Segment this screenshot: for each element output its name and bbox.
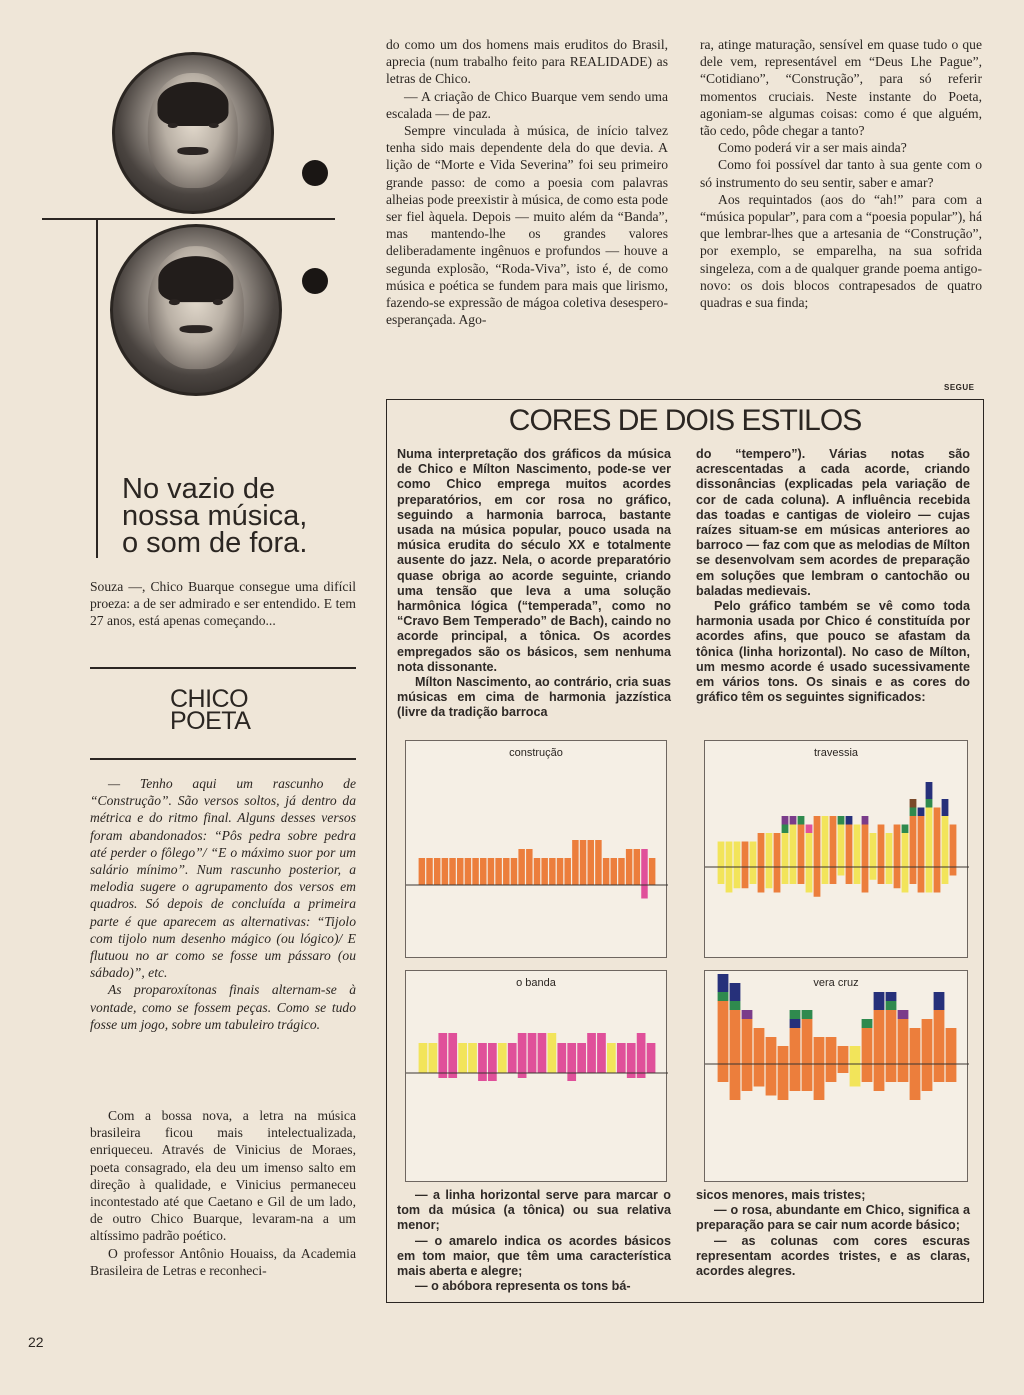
chart-bar-segment xyxy=(942,799,949,816)
chart-bar-segment xyxy=(730,1001,741,1010)
section-rule-bottom xyxy=(90,758,356,760)
chart-bar-segment xyxy=(830,816,837,867)
chart-bar-segment xyxy=(730,983,741,1001)
chart-bar-below xyxy=(830,867,837,884)
chart-bar-below xyxy=(438,1073,447,1078)
box-paragraph: Mílton Nascimento, ao contrário, cria suas músicas em cima de harmonia jazzística (livre da tradição barroca xyxy=(397,675,671,720)
chart-bar-segment xyxy=(495,858,501,885)
chart-bar-segment xyxy=(528,1033,537,1073)
chart-bar-segment xyxy=(538,1033,547,1073)
italic-paragraph: As proparoxítonas finais alternam-se à vontade, como se fossem peças. Como se tudo fosse um jogo, sobre um tabuleiro trágico. xyxy=(90,982,356,1032)
chart-bar-below xyxy=(754,1064,765,1087)
tagline-line: o som de fora. xyxy=(122,527,308,559)
chart-bar-below xyxy=(898,1064,909,1082)
face xyxy=(148,73,238,188)
chart-bar-segment xyxy=(918,816,925,867)
portrait-top xyxy=(112,52,274,214)
legend-item: — a linha horizontal serve para marcar o tom da música (a tônica) ou sua relativa menor; xyxy=(397,1188,671,1233)
chart-bar-below xyxy=(730,1064,741,1100)
chart-bar-below xyxy=(934,867,941,893)
box-title: CORES DE DOIS ESTILOS xyxy=(508,404,862,437)
chart-bar-segment xyxy=(886,1010,897,1064)
chart-bar-segment xyxy=(918,808,925,817)
chart-bar-below xyxy=(870,867,877,880)
chart-bar-segment xyxy=(465,858,471,885)
chart-bar-below xyxy=(942,867,949,884)
decorative-dot xyxy=(302,268,328,294)
chart-bar-segment xyxy=(580,840,586,885)
chart-bar-segment xyxy=(886,992,897,1001)
chart-title: travessia xyxy=(813,747,859,759)
chart-bar-below xyxy=(838,1064,849,1073)
column-paragraph: Como foi possível dar tanto à sua gente com o só instrumento do seu sentir, saber e amar? xyxy=(700,157,982,190)
chart-bar-segment xyxy=(564,858,570,885)
chart-bar-below xyxy=(766,1064,777,1096)
section-title xyxy=(170,685,251,735)
body-paragraph: O professor Antônio Houaiss, da Academia Brasileira de Letras e reconheci- xyxy=(90,1245,356,1278)
chart-bar-segment xyxy=(718,1001,729,1064)
chart-title: vera cruz xyxy=(813,977,859,989)
chart-bar-segment xyxy=(850,1046,861,1064)
chart-bar-segment xyxy=(526,849,532,885)
chart-bar-segment xyxy=(870,833,877,867)
chart-bar-segment xyxy=(419,1043,428,1073)
chart-bar-segment xyxy=(910,816,917,867)
chart-bar-segment xyxy=(790,1010,801,1019)
chart-bar-below xyxy=(782,867,789,884)
chart-bar-segment xyxy=(634,849,640,885)
chart-bar-segment xyxy=(766,1037,777,1064)
chart-bar-segment xyxy=(766,833,773,867)
chart-bar-segment xyxy=(618,858,624,885)
chart-bar-segment xyxy=(782,825,789,834)
chart-bar-segment xyxy=(434,858,440,885)
chart-bar-below xyxy=(790,1064,801,1091)
column-paragraph: Como poderá vir a ser mais ainda? xyxy=(718,140,907,156)
body-paragraph: Com a bossa nova, a letra na música brasileira ficou mais intelectualizada, enriqueceu. Através de Vinicius de Moraes, poeta consagrado, ela deu um imenso salto em direção à qualidade, e Vinicius permaneceu incontestado até que Caetano e Gil de um lado, de outro Chico Buarque, levaram-na a um altíssimo padrão poético. xyxy=(90,1108,356,1244)
chart-bar-segment xyxy=(478,1043,487,1073)
chart-bar-below xyxy=(567,1073,576,1081)
chart-bar-segment xyxy=(910,808,917,817)
section-title-line: CHICO xyxy=(170,685,249,713)
chart-bar-segment xyxy=(790,1019,801,1028)
section-rule-top xyxy=(90,667,356,669)
chart-bar-segment xyxy=(426,858,432,885)
chart-bar-segment xyxy=(802,1010,813,1019)
chart-bar-segment xyxy=(548,1033,557,1073)
chart-bar-segment xyxy=(782,816,789,825)
chart-bar-segment xyxy=(750,842,757,868)
chart-svg xyxy=(406,741,668,959)
chart-bar-segment xyxy=(488,1043,497,1073)
chart-title: construção xyxy=(509,747,563,759)
chart-bar-below xyxy=(774,867,781,893)
chart-bar-segment xyxy=(508,1043,517,1073)
chart-bar-segment xyxy=(438,1033,447,1073)
chart-bar-segment xyxy=(518,1033,527,1073)
chart-bar-segment xyxy=(607,1043,616,1073)
chart-bar-below xyxy=(814,867,821,897)
chart-bar-segment xyxy=(742,1010,753,1019)
chart-bar-segment xyxy=(549,858,555,885)
column-paragraph: Sempre vinculada à música, de início talvez tenha sido mais dependente dela do que devia. A lição de “Morte e Vida Severina” foi seu primeiro grande passo: de como a poesia com palavras alheias pode preexistir à música, de como esta pode ser fiel àquela. Depois — muito além da “Banda”, mas mantendo-lhe os grandes valores deliberadamente ingênuos e profundos — houve a segunda explosão, “Roda-Viva”, isto é, de como música e poética se fundem para mais que lirismo, fazendo-se expressão de mágoa coletiva desespero-esperançada. Ago- xyxy=(386,123,668,328)
legend-item: sicos menores, mais tristes; xyxy=(696,1188,866,1202)
chart-bar-below xyxy=(878,867,885,884)
chart-bar-segment xyxy=(458,1043,467,1073)
chart-bar-segment xyxy=(557,1043,566,1073)
chart-bar-segment xyxy=(894,825,901,868)
chart-bar-below xyxy=(926,867,933,893)
legend-left xyxy=(397,1188,671,1294)
chart-title: o banda xyxy=(516,977,556,989)
chart-bar-below xyxy=(910,867,917,884)
legend-item: — o abóbora representa os tons bá- xyxy=(415,1279,631,1294)
chart-travessia xyxy=(704,740,968,958)
chart-bar-segment xyxy=(419,858,425,885)
chart-bar-segment xyxy=(910,1028,921,1064)
column-paragraph: ra, atinge maturação, sensível em quase tudo o que dele vem, representável em “Deus Lhe Pague”, “Cotidiano”, “Construção”, para só referir momentos cruciais. Neste instante do Poeta, agoniam-se algumas coisas: como é que alguém, tão cedo, pôde chegar a tanto? xyxy=(700,37,982,139)
chart-bar-below xyxy=(934,1064,945,1082)
chart-bar-below xyxy=(750,867,757,884)
chart-bar-segment xyxy=(878,825,885,868)
chart-bar-segment xyxy=(534,858,540,885)
chart-bar-segment xyxy=(942,816,949,867)
chart-bar-segment xyxy=(838,816,845,825)
column-paragraph: Aos requintados (aos do “ah!” para com a “música popular”, para com a “poesia popular”), há que lembrar-lhes que a artesania de “Construção”, por exemplo, se emparelha, na sua sofrida singeleza, com a de qualquer grande poema antigo-novo: os dois blocos contrapesados de quatro quadras e sua finda; xyxy=(700,191,982,311)
chart-bar-segment xyxy=(498,1043,507,1073)
chart-bar-segment xyxy=(577,1043,586,1073)
tagline xyxy=(122,473,352,559)
chart-bar-segment xyxy=(814,816,821,867)
chart-bar-segment xyxy=(597,1033,606,1073)
chart-bar-segment xyxy=(778,1046,789,1064)
chart-bar-below xyxy=(734,867,741,888)
box-column-left xyxy=(397,447,671,721)
chart-bar-segment xyxy=(758,833,765,867)
chart-bar-below xyxy=(718,1064,729,1082)
box-paragraph: Pelo gráfico também se vê como toda harmonia usada por Chico é constituída por acordes afins, que pouco se afastam da tônica (linha horizontal). No caso de Mílton, um mesmo acorde é usado sucessivamente em vários tons. Os sinais e as cores do gráfico têm os seguintes significados: xyxy=(696,599,970,705)
chart-bar-segment xyxy=(557,858,563,885)
chart-bar-segment xyxy=(886,833,893,867)
chart-bar-segment xyxy=(588,840,594,885)
chart-bar-below xyxy=(790,867,797,884)
chart-bar-segment xyxy=(468,1043,477,1073)
face xyxy=(148,246,244,369)
chart-bar-segment xyxy=(641,849,647,885)
chart-bar-below xyxy=(874,1064,885,1091)
chart-bar-segment xyxy=(730,1010,741,1064)
box-paragraph: Numa interpretação dos gráficos da música de Chico e Mílton Nascimento, pode-se ver como Chico emprega muitos acordes preparatórios, em cor rosa no gráfico, seguindo a harmonia barroca, bastante usada na música popular, pouco usada na música erudita do século XX e totalmente ausente do jazz. Nela, o acorde preparatório quase obriga ao acorde seguinte, criando uma tensão que leva a uma solução harmônica lógica (“temperada”, como no “Cravo Bem Temperado” de Bach), caindo no acorde principal, a tônica. Os acordes empregados são os básicos, sem nenhuma nota dissonante. xyxy=(397,447,671,674)
decorative-dot xyxy=(302,160,328,186)
page-number: 22 xyxy=(28,1334,44,1350)
chart-bar-segment xyxy=(806,825,813,834)
chart-bar-below xyxy=(862,867,869,893)
chart-bar-below xyxy=(902,867,909,893)
chart-bar-segment xyxy=(898,1010,909,1019)
legend-item: — o rosa, abundante em Chico, significa a preparação para se cair num acorde básico; xyxy=(696,1203,970,1233)
chart-bar-below xyxy=(850,1064,861,1087)
chart-o-banda xyxy=(405,970,667,1182)
chart-bar-below xyxy=(826,1064,837,1082)
chart-bar-segment xyxy=(718,842,725,868)
chart-bar-segment xyxy=(448,1033,457,1073)
chart-bar-segment xyxy=(814,1037,825,1064)
chart-bar-below xyxy=(758,867,765,893)
chart-bar-below xyxy=(478,1073,487,1081)
chart-bar-segment xyxy=(611,858,617,885)
chart-bar-segment xyxy=(472,858,478,885)
chart-bar-below xyxy=(886,867,893,884)
chart-bar-segment xyxy=(503,858,509,885)
chart-bar-below xyxy=(946,1064,957,1082)
column-right xyxy=(700,36,982,311)
chart-svg xyxy=(705,971,969,1183)
chart-bar-segment xyxy=(902,833,909,867)
chart-bar-segment xyxy=(846,825,853,868)
chart-bar-segment xyxy=(567,1043,576,1073)
chart-vera-cruz xyxy=(704,970,968,1182)
chart-bar-segment xyxy=(926,799,933,808)
chart-bar-below xyxy=(726,867,733,893)
chart-bar-below xyxy=(862,1064,873,1082)
chart-bar-below xyxy=(637,1073,646,1078)
chart-bar-segment xyxy=(541,858,547,885)
chart-bar-below xyxy=(886,1064,897,1082)
chart-bar-segment xyxy=(862,825,869,868)
chart-bar-segment xyxy=(718,992,729,1001)
chart-bar-below xyxy=(518,1073,527,1078)
chart-bar-below xyxy=(822,867,829,884)
chart-bar-segment xyxy=(934,808,941,868)
chart-bar-segment xyxy=(637,1033,646,1073)
chart-bar-below xyxy=(778,1064,789,1100)
chart-bar-segment xyxy=(902,825,909,834)
chart-bar-below xyxy=(802,1064,813,1091)
chart-bar-segment xyxy=(774,833,781,867)
chart-bar-segment xyxy=(457,858,463,885)
chart-svg xyxy=(705,741,969,959)
italic-paragraph: — Tenho aqui um rascunho de “Construção”. São versos soltos, já dentro da métrica e do ritmo final. Alguns desses versos foram abandonados: “Pôs pedra sobre pedra até perder o fôlego”/ “E o máximo suor por um salário mínimo”. Num rascunho posterior, a melodia sugere o agrupamento dos versos em quadros. Só depois de concluída a primeira parte é que aparecem as alternativas: “Tijolo com tijolo num desenho mágico (ou lógico)/ E flutuou no ar como se fosse um pássaro (ou sábado)”, etc. xyxy=(90,776,356,981)
chart-bar-segment xyxy=(838,825,845,868)
chart-bar-segment xyxy=(926,808,933,868)
legend-item: — o amarelo indica os acordes básicos em tom maior, que têm uma característica mais aberta e alegre; xyxy=(397,1233,671,1279)
chart-bar-segment xyxy=(595,840,601,885)
chart-bar-below xyxy=(806,867,813,893)
chart-bar-below xyxy=(766,867,773,888)
chart-bar-segment xyxy=(626,849,632,885)
chart-bar-segment xyxy=(518,849,524,885)
chart-bar-segment xyxy=(647,1043,656,1073)
chart-bar-segment xyxy=(934,992,945,1010)
section-title-line: POETA xyxy=(170,707,251,735)
chart-bar-below xyxy=(627,1073,636,1078)
horizontal-rule xyxy=(42,218,335,220)
column-middle xyxy=(386,36,668,328)
body-text xyxy=(90,1107,356,1279)
chart-bar-below xyxy=(918,867,925,893)
chart-bar-segment xyxy=(782,833,789,867)
chart-bar-segment xyxy=(798,816,805,825)
chart-bar-below xyxy=(742,1064,753,1091)
chart-bar-segment xyxy=(488,858,494,885)
chart-bar-segment xyxy=(572,840,578,885)
portrait-bottom xyxy=(110,224,282,396)
chart-bar-segment xyxy=(950,825,957,868)
legend-item: — as colunas com cores escuras representam acordes tristes, e as claras, acordes alegres. xyxy=(696,1233,970,1279)
chart-bar-segment xyxy=(910,799,917,808)
chart-bar-below xyxy=(950,867,957,876)
chart-bar-below xyxy=(641,885,647,899)
chart-bar-below xyxy=(922,1064,933,1091)
chart-bar-segment xyxy=(649,858,655,885)
chart-bar-segment xyxy=(734,842,741,868)
box-paragraph: do “tempero”). Várias notas são acrescentadas a cada acorde, criando dissonâncias (explicadas pela variação de cor de cada coluna). A influência recebida das toadas e cantigas de violeiro — cujas raízes situam-se em músicas anteriores ao barroco — faz com que as melodias de Mílton se desenvolvam sem acordes de preparação em soluções que lembram o cantochão ou baladas medievais. xyxy=(696,447,970,598)
chart-bar-segment xyxy=(480,858,486,885)
chart-bar-below xyxy=(910,1064,921,1100)
chart-bar-segment xyxy=(798,825,805,868)
chart-bar-segment xyxy=(587,1033,596,1073)
chart-bar-below xyxy=(846,867,853,884)
legend-right xyxy=(696,1188,970,1279)
chart-bar-segment xyxy=(718,974,729,992)
column-paragraph: do como um dos homens mais eruditos do Brasil, aprecia (num trabalho feito para REALIDADE) as letras de Chico. xyxy=(386,37,668,87)
chart-bar-below xyxy=(894,867,901,888)
chart-bar-segment xyxy=(874,1010,885,1064)
chart-bar-segment xyxy=(826,1037,837,1064)
chart-bar-segment xyxy=(603,858,609,885)
chart-bar-segment xyxy=(802,1019,813,1064)
chart-bar-below xyxy=(742,867,749,888)
chart-construcao xyxy=(405,740,667,958)
chart-bar-segment xyxy=(934,1010,945,1064)
chart-bar-segment xyxy=(822,816,829,867)
column-paragraph: — A criação de Chico Buarque vem sendo uma escalada — de paz. xyxy=(386,88,668,121)
box-column-right xyxy=(696,447,970,705)
chart-bar-segment xyxy=(442,858,448,885)
chart-bar-segment xyxy=(922,1019,933,1064)
chart-bar-segment xyxy=(742,1019,753,1064)
chart-bar-below xyxy=(488,1073,497,1081)
chart-bar-below xyxy=(798,867,805,884)
chart-bar-segment xyxy=(449,858,455,885)
chart-bar-segment xyxy=(790,1028,801,1064)
chart-bar-segment xyxy=(429,1043,438,1073)
chart-bar-segment xyxy=(742,842,749,868)
chart-bar-segment xyxy=(790,825,797,868)
chart-bar-below xyxy=(718,867,725,884)
vertical-rule xyxy=(96,218,98,558)
chart-bar-segment xyxy=(862,1019,873,1028)
chart-bar-below xyxy=(838,867,845,876)
chart-bar-below xyxy=(814,1064,825,1100)
chart-bar-segment xyxy=(862,816,869,825)
chart-bar-segment xyxy=(898,1019,909,1064)
chart-bar-segment xyxy=(862,1028,873,1064)
chart-bar-segment xyxy=(726,842,733,868)
chart-svg xyxy=(406,971,668,1183)
chart-bar-segment xyxy=(854,825,861,868)
chart-bar-segment xyxy=(926,782,933,799)
chart-bar-below xyxy=(448,1073,457,1078)
continue-label: SEGUE xyxy=(944,383,975,392)
tagline-line: No vazio de xyxy=(122,473,276,505)
chart-bar-below xyxy=(854,867,861,884)
chart-bar-segment xyxy=(627,1043,636,1073)
chart-bar-segment xyxy=(838,1046,849,1064)
chart-bar-segment xyxy=(754,1028,765,1064)
chart-bar-segment xyxy=(874,992,885,1010)
tagline-line: nossa música, xyxy=(122,500,308,532)
intro-paragraph: Souza —, Chico Buarque consegue uma difícil proeza: a de ser admirado e ser entendido. E tem 27 anos, está apenas começando... xyxy=(90,579,356,629)
chart-bar-segment xyxy=(946,1028,957,1064)
chart-bar-segment xyxy=(617,1043,626,1073)
chart-bar-segment xyxy=(806,833,813,867)
chart-bar-segment xyxy=(790,816,797,825)
chart-bar-segment xyxy=(511,858,517,885)
chart-bar-segment xyxy=(886,1001,897,1010)
chart-bar-segment xyxy=(846,816,853,825)
italic-text xyxy=(90,775,356,1033)
